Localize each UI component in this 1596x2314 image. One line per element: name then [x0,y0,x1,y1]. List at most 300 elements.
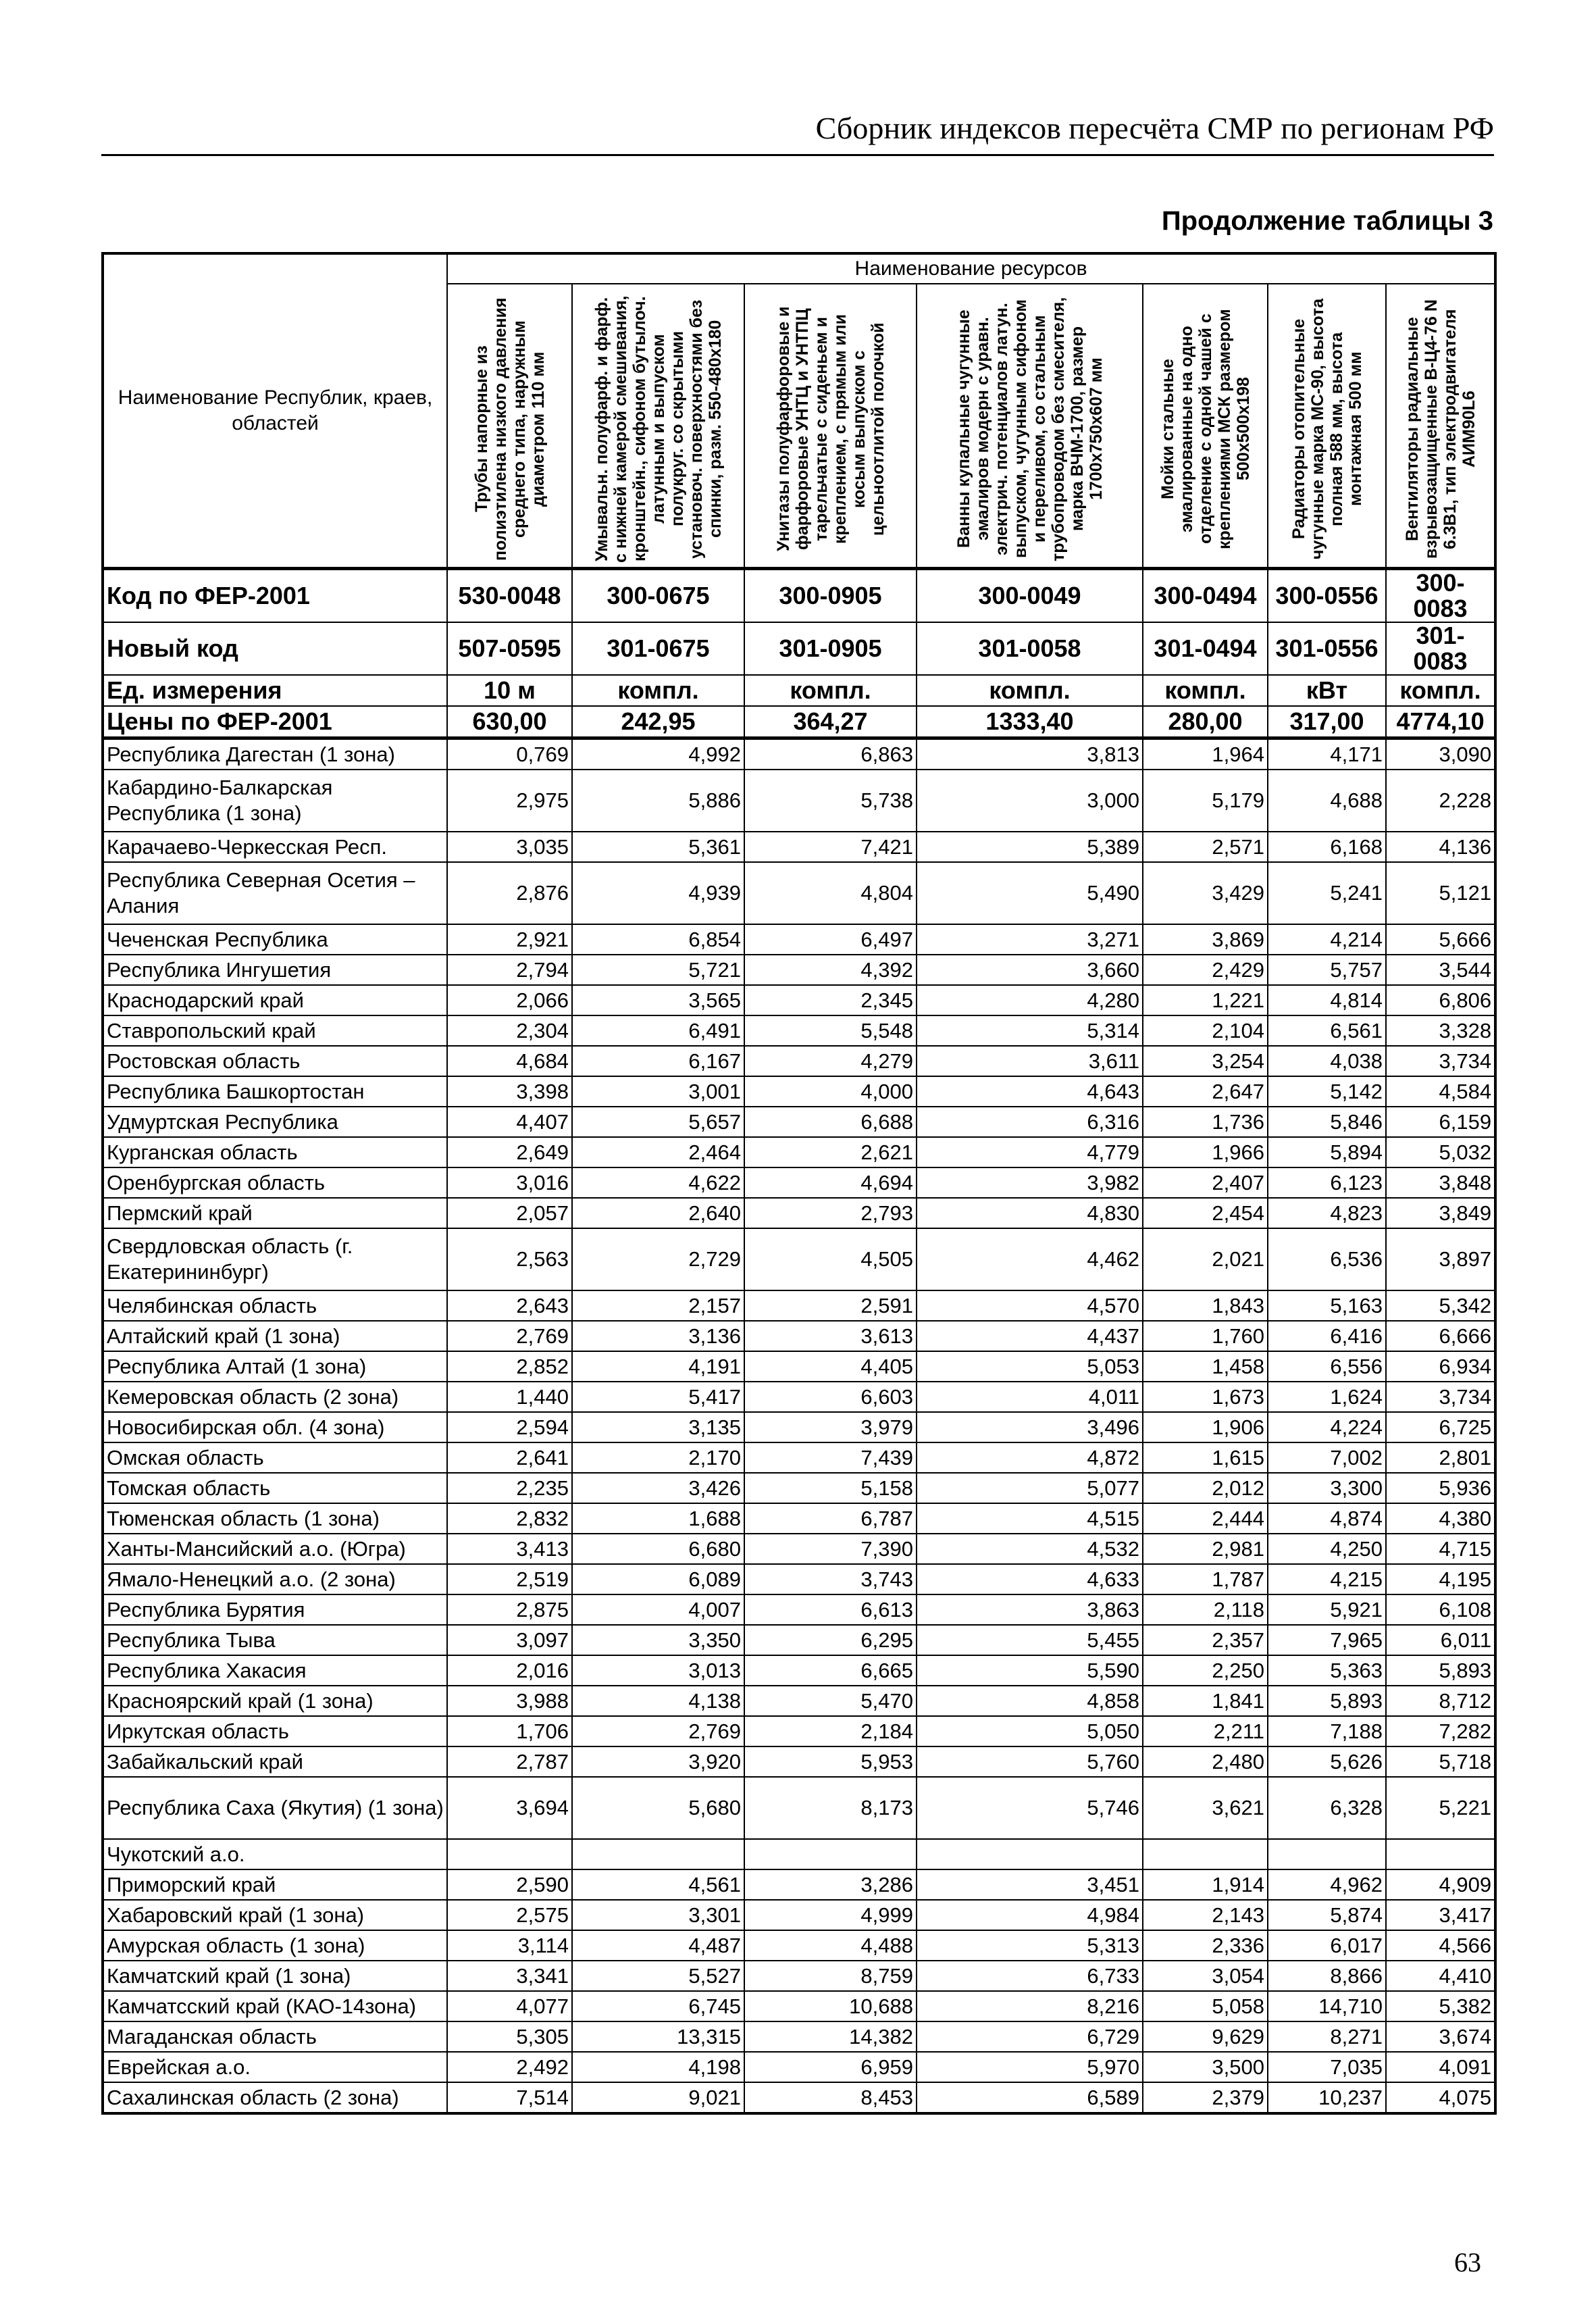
index-value: 5,886 [572,770,744,832]
region-name: Камчатский край (1 зона) [103,1961,447,1991]
index-value: 5,050 [917,1716,1143,1746]
index-value: 2,454 [1143,1198,1268,1228]
index-value: 5,548 [744,1015,917,1046]
index-value: 5,874 [1268,1900,1386,1930]
table-row [103,1869,1495,1900]
table-row [103,1046,1495,1076]
resource-column-header [1143,284,1268,569]
index-value: 13,315 [572,2021,744,2052]
index-value: 7,439 [744,1442,917,1473]
index-value: 4,380 [1386,1503,1495,1534]
index-value: 5,305 [447,2021,572,2052]
index-value: 6,613 [744,1594,917,1625]
index-value: 2,852 [447,1351,572,1382]
index-value: 0,769 [447,738,572,770]
cell-code-new: 301-0494 [1143,622,1268,675]
region-name: Магаданская область [103,2021,447,2052]
region-name: Чеченская Республика [103,924,447,955]
row-code-fer [103,569,1495,623]
index-value: 6,666 [1386,1321,1495,1351]
index-value: 3,429 [1143,862,1268,924]
table-row [103,1625,1495,1655]
index-value: 8,271 [1268,2021,1386,2052]
index-value: 3,016 [447,1167,572,1198]
index-value: 5,361 [572,832,744,862]
index-value: 6,688 [744,1107,917,1137]
index-value: 4,984 [917,1900,1143,1930]
index-value: 4,684 [447,1046,572,1076]
index-value: 2,649 [447,1137,572,1167]
index-value: 3,136 [572,1321,744,1351]
table-row [103,1137,1495,1167]
index-value: 5,718 [1386,1746,1495,1777]
index-value: 3,254 [1143,1046,1268,1076]
cell-code-fer: 300-0905 [744,569,917,623]
region-name: Свердловская область (г. Екатерининбург) [103,1228,447,1290]
index-value: 2,647 [1143,1076,1268,1107]
index-value: 3,613 [744,1321,917,1351]
region-name: Краснодарский край [103,985,447,1015]
index-value: 4,643 [917,1076,1143,1107]
cell-code-fer: 530-0048 [447,569,572,623]
index-value: 5,893 [1386,1655,1495,1686]
cell-code-fer: 300-0494 [1143,569,1268,623]
index-value: 2,228 [1386,770,1495,832]
index-value [1143,1839,1268,1869]
index-value: 3,451 [917,1869,1143,1900]
region-name: Кемеровская область (2 зона) [103,1382,447,1412]
index-value: 4,488 [744,1930,917,1961]
resource-description: Радиаторы отопительные чугунные марка МС-90, высота полная 588 мм, высота монтажная 500 мм [1289,298,1365,560]
index-value: 7,035 [1268,2052,1386,2082]
index-value: 1,624 [1268,1382,1386,1412]
index-value: 2,304 [447,1015,572,1046]
index-value: 3,426 [572,1473,744,1503]
region-name: Республика Алтай (1 зона) [103,1351,447,1382]
index-value [572,1839,744,1869]
index-value: 3,565 [572,985,744,1015]
index-value: 2,591 [744,1290,917,1321]
index-value: 4,405 [744,1351,917,1382]
index-value: 5,053 [917,1351,1143,1382]
resource-description: Мойки стальные эмалированные на одно отделение с одной чашей с креплениями МСК размером 500x500x198 [1158,309,1253,549]
index-value: 7,002 [1268,1442,1386,1473]
cell-code-new: 301-0083 [1386,622,1495,675]
index-value: 4,007 [572,1594,744,1625]
index-value: 3,000 [917,770,1143,832]
table-row [103,1900,1495,1930]
index-value: 6,328 [1268,1777,1386,1839]
region-name-header: Наименование Республик, краев, областей [103,253,447,569]
index-value: 5,179 [1143,770,1268,832]
index-value: 4,561 [572,1869,744,1900]
index-value: 2,729 [572,1228,744,1290]
index-value: 4,011 [917,1382,1143,1412]
index-value: 1,841 [1143,1686,1268,1716]
index-value: 2,104 [1143,1015,1268,1046]
index-value: 5,470 [744,1686,917,1716]
index-value: 5,142 [1268,1076,1386,1107]
index-value: 2,118 [1143,1594,1268,1625]
index-value: 1,906 [1143,1412,1268,1442]
index-value: 7,390 [744,1534,917,1564]
index-value: 2,641 [447,1442,572,1473]
index-value: 4,171 [1268,738,1386,770]
index-value: 5,893 [1268,1686,1386,1716]
table-row [103,1716,1495,1746]
table-row [103,2052,1495,2082]
table-row [103,1351,1495,1382]
index-value: 5,382 [1386,1991,1495,2021]
index-value: 3,301 [572,1900,744,1930]
index-value: 4,462 [917,1228,1143,1290]
index-value: 5,313 [917,1930,1143,1961]
index-value [744,1839,917,1869]
regional-index-table [101,252,1497,2115]
index-value: 2,640 [572,1198,744,1228]
index-value: 4,814 [1268,985,1386,1015]
index-value: 3,135 [572,1412,744,1442]
index-value: 4,038 [1268,1046,1386,1076]
index-value: 1,440 [447,1382,572,1412]
index-value: 2,876 [447,862,572,924]
row-label: Цены по ФЕР-2001 [103,706,447,738]
index-value: 3,694 [447,1777,572,1839]
index-value: 1,736 [1143,1107,1268,1137]
index-value: 5,657 [572,1107,744,1137]
index-value: 2,875 [447,1594,572,1625]
region-name: Ханты-Мансийский а.о. (Югра) [103,1534,447,1564]
index-value: 4,694 [744,1167,917,1198]
table-row [103,2082,1495,2113]
index-value: 3,500 [1143,2052,1268,2082]
index-value: 8,866 [1268,1961,1386,1991]
resource-description: Трубы напорные из полиэтилена низкого давления среднего типа, наружным диаметром 110 мм [471,297,548,561]
index-value: 6,561 [1268,1015,1386,1046]
index-value: 6,017 [1268,1930,1386,1961]
cell-price: 242,95 [572,706,744,738]
cell-price: 4774,10 [1386,706,1495,738]
index-value: 5,894 [1268,1137,1386,1167]
index-value: 10,237 [1268,2082,1386,2113]
index-value: 3,398 [447,1076,572,1107]
region-name: Томская область [103,1473,447,1503]
index-value: 3,413 [447,1534,572,1564]
index-value: 1,964 [1143,738,1268,770]
index-value: 4,191 [572,1351,744,1382]
index-value: 2,157 [572,1290,744,1321]
index-value: 3,979 [744,1412,917,1442]
index-value: 3,660 [917,955,1143,985]
index-value: 5,158 [744,1473,917,1503]
region-name: Камчатсский край (КАО-14зона) [103,1991,447,2021]
table-row [103,1564,1495,1594]
region-name: Ростовская область [103,1046,447,1076]
index-value: 3,001 [572,1076,744,1107]
cell-code-new: 301-0556 [1268,622,1386,675]
index-value: 6,745 [572,1991,744,2021]
index-value: 2,407 [1143,1167,1268,1198]
index-value: 4,279 [744,1046,917,1076]
table-row [103,862,1495,924]
index-value: 5,121 [1386,862,1495,924]
table-row [103,1321,1495,1351]
index-value: 8,759 [744,1961,917,1991]
index-value: 1,966 [1143,1137,1268,1167]
resource-column-header [744,284,917,569]
index-value: 6,491 [572,1015,744,1046]
index-value: 2,012 [1143,1473,1268,1503]
index-value: 4,622 [572,1167,744,1198]
index-value: 2,794 [447,955,572,985]
resource-description: Вентиляторы радиальные взрывозащищенные В-Ц4-76 N 6.3В1, тип электродвигателя АИМ90L6 [1402,299,1478,559]
index-value: 2,590 [447,1869,572,1900]
region-name: Омская область [103,1442,447,1473]
index-value: 4,804 [744,862,917,924]
index-value: 2,492 [447,2052,572,2082]
index-value: 7,514 [447,2082,572,2113]
cell-unit: компл. [572,675,744,706]
table-row [103,1473,1495,1503]
index-value: 2,357 [1143,1625,1268,1655]
row-label: Код по ФЕР-2001 [103,569,447,623]
index-value: 3,813 [917,738,1143,770]
table-row [103,1107,1495,1137]
index-value: 4,823 [1268,1198,1386,1228]
region-name: Приморский край [103,1869,447,1900]
index-value: 7,188 [1268,1716,1386,1746]
index-value: 1,458 [1143,1351,1268,1382]
table-row [103,1290,1495,1321]
index-value: 3,496 [917,1412,1143,1442]
cell-unit: компл. [744,675,917,706]
table-row [103,1991,1495,2021]
index-value: 3,054 [1143,1961,1268,1991]
index-value: 3,674 [1386,2021,1495,2052]
cell-unit: компл. [1386,675,1495,706]
index-value: 5,058 [1143,1991,1268,2021]
table-row [103,1594,1495,1625]
index-value: 5,590 [917,1655,1143,1686]
index-value: 4,532 [917,1534,1143,1564]
index-value: 2,787 [447,1746,572,1777]
table-row [103,1746,1495,1777]
index-value: 3,869 [1143,924,1268,955]
index-value: 4,570 [917,1290,1143,1321]
index-value: 2,769 [572,1716,744,1746]
cell-unit: компл. [917,675,1143,706]
index-value: 4,280 [917,985,1143,1015]
index-value: 4,715 [1386,1534,1495,1564]
table-row [103,1412,1495,1442]
region-name: Сахалинская область (2 зона) [103,2082,447,2113]
cell-code-fer: 300-0675 [572,569,744,623]
index-value: 2,250 [1143,1655,1268,1686]
index-value: 1,706 [447,1716,572,1746]
index-value: 3,350 [572,1625,744,1655]
index-value: 2,143 [1143,1900,1268,1930]
index-value: 4,584 [1386,1076,1495,1107]
index-value: 1,673 [1143,1382,1268,1412]
running-title: Сборник индексов пересчёта СМР по регионам РФ [101,108,1494,156]
table-row [103,955,1495,985]
cell-code-new: 301-0905 [744,622,917,675]
index-value: 5,666 [1386,924,1495,955]
index-value: 2,801 [1386,1442,1495,1473]
index-value: 6,603 [744,1382,917,1412]
index-value: 5,746 [917,1777,1143,1839]
index-value: 5,221 [1386,1777,1495,1839]
index-value: 3,897 [1386,1228,1495,1290]
index-value: 2,519 [447,1564,572,1594]
index-value: 5,455 [917,1625,1143,1655]
index-value: 9,629 [1143,2021,1268,2052]
index-value: 2,429 [1143,955,1268,985]
index-value: 6,556 [1268,1351,1386,1382]
cell-price: 280,00 [1143,706,1268,738]
region-name: Еврейская а.о. [103,2052,447,2082]
index-value: 6,295 [744,1625,917,1655]
index-value: 6,733 [917,1961,1143,1991]
index-value: 2,975 [447,770,572,832]
index-value: 4,830 [917,1198,1143,1228]
index-value: 5,921 [1268,1594,1386,1625]
index-value: 3,328 [1386,1015,1495,1046]
index-value: 5,417 [572,1382,744,1412]
index-value: 4,872 [917,1442,1143,1473]
index-value: 4,224 [1268,1412,1386,1442]
index-value: 6,089 [572,1564,744,1594]
index-value: 1,221 [1143,985,1268,1015]
table-row [103,1930,1495,1961]
index-value: 4,515 [917,1503,1143,1534]
index-value: 3,544 [1386,955,1495,985]
index-value: 6,854 [572,924,744,955]
index-value: 5,241 [1268,862,1386,924]
index-value: 7,965 [1268,1625,1386,1655]
index-value: 2,793 [744,1198,917,1228]
index-value: 2,235 [447,1473,572,1503]
index-value: 3,035 [447,832,572,862]
index-value: 3,863 [917,1594,1143,1625]
resources-header: Наименование ресурсов [447,253,1495,284]
index-value: 8,712 [1386,1686,1495,1716]
index-value: 5,970 [917,2052,1143,2082]
table-row [103,1167,1495,1198]
region-name: Иркутская область [103,1716,447,1746]
table-row [103,1686,1495,1716]
index-value: 5,389 [917,832,1143,862]
index-value: 14,710 [1268,1991,1386,2021]
index-value: 6,806 [1386,985,1495,1015]
index-value: 5,077 [917,1473,1143,1503]
region-name: Республика Тыва [103,1625,447,1655]
index-value: 4,392 [744,955,917,985]
index-value: 6,159 [1386,1107,1495,1137]
region-name: Курганская область [103,1137,447,1167]
index-value: 4,688 [1268,770,1386,832]
region-name: Чукотский а.о. [103,1839,447,1869]
index-value: 6,665 [744,1655,917,1686]
index-value: 6,959 [744,2052,917,2082]
index-value: 2,444 [1143,1503,1268,1534]
index-value: 6,934 [1386,1351,1495,1382]
index-value: 5,846 [1268,1107,1386,1137]
index-value: 6,123 [1268,1167,1386,1198]
index-value: 8,453 [744,2082,917,2113]
region-name: Амурская область (1 зона) [103,1930,447,1961]
index-value: 2,464 [572,1137,744,1167]
table-row [103,1228,1495,1290]
index-value: 4,779 [917,1137,1143,1167]
region-name: Тюменская область (1 зона) [103,1503,447,1534]
index-value [917,1839,1143,1869]
row-price [103,706,1495,738]
row-label: Ед. измерения [103,675,447,706]
cell-code-fer: 300-0049 [917,569,1143,623]
index-value: 3,621 [1143,1777,1268,1839]
index-value: 3,341 [447,1961,572,1991]
index-value: 3,849 [1386,1198,1495,1228]
table-row [103,1961,1495,1991]
index-value: 4,909 [1386,1869,1495,1900]
index-value: 3,114 [447,1930,572,1961]
cell-unit: 10 м [447,675,572,706]
index-value: 3,090 [1386,738,1495,770]
region-name: Республика Ингушетия [103,955,447,985]
table-row [103,1655,1495,1686]
index-value: 1,843 [1143,1290,1268,1321]
cell-code-fer: 300-0083 [1386,569,1495,623]
index-value: 3,097 [447,1625,572,1655]
index-value: 4,214 [1268,924,1386,955]
region-name: Красноярский край (1 зона) [103,1686,447,1716]
table-row [103,1015,1495,1046]
index-value: 4,138 [572,1686,744,1716]
index-value: 1,615 [1143,1442,1268,1473]
index-value: 4,939 [572,862,744,924]
region-name: Новосибирская обл. (4 зона) [103,1412,447,1442]
resource-description: Умывальн. полуфарф. и фарф. с нижней камерой смешивания, кронштейн., сифоном бутылоч. латунным и выпуском полукруг. со скрытыми установоч. поверхностями без спинки, разм. 550-480x180 [592,295,725,563]
index-value: 3,417 [1386,1900,1495,1930]
index-value: 4,633 [917,1564,1143,1594]
index-value: 2,184 [744,1716,917,1746]
index-value: 6,725 [1386,1412,1495,1442]
index-value: 5,314 [917,1015,1143,1046]
index-value: 2,832 [447,1503,572,1534]
index-value: 4,198 [572,2052,744,2082]
region-name: Удмуртская Республика [103,1107,447,1137]
resource-description: Унитазы полуфарфоровые и фарфоровые УНТЦ и УНТПЦ тарельчатые с сиденьем и креплением, с прямым или косым выпуском с цельноотлитой полочкой [773,306,887,552]
index-value: 3,300 [1268,1473,1386,1503]
index-value: 4,077 [447,1991,572,2021]
index-value: 5,721 [572,955,744,985]
region-name: Оренбургская область [103,1167,447,1198]
index-value: 4,962 [1268,1869,1386,1900]
index-value: 14,382 [744,2021,917,2052]
table-row [103,1198,1495,1228]
index-value: 6,108 [1386,1594,1495,1625]
index-value: 5,490 [917,862,1143,924]
index-value: 3,013 [572,1655,744,1686]
index-value: 8,216 [917,1991,1143,2021]
index-value: 4,250 [1268,1534,1386,1564]
row-unit [103,675,1495,706]
index-value: 2,480 [1143,1746,1268,1777]
index-value: 3,286 [744,1869,917,1900]
index-value: 2,594 [447,1412,572,1442]
index-value: 3,743 [744,1564,917,1594]
